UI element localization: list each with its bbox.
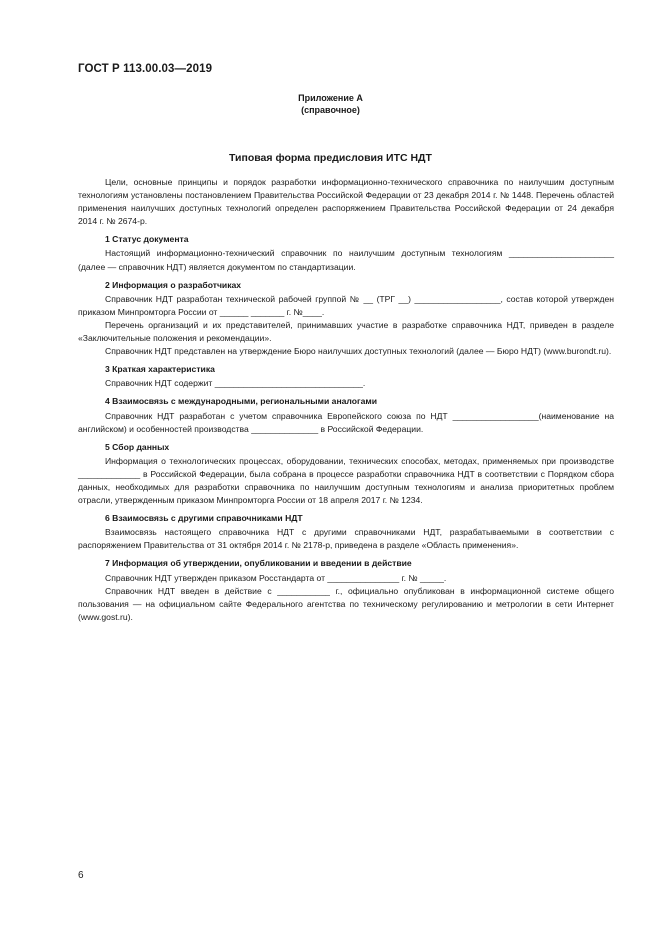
section-paragraph: Перечень организаций и их представителей, принимавших участие в разработке справочника НДТ, приведен в разделе «Заключительные положения и рекомендации». xyxy=(78,319,614,344)
document-title: Типовая форма предисловия ИТС НДТ xyxy=(229,152,432,164)
appendix-heading xyxy=(0,92,661,116)
section-paragraph: Настоящий информационно-технический справочник по наилучшим доступным технологиям ______________________ (далее — справочник НДТ) является документом по стандартизации. xyxy=(78,248,614,272)
section-heading: 5 Сбор данных xyxy=(105,441,170,452)
section-developers xyxy=(78,279,614,359)
intro-paragraph: Цели, основные принципы и порядок разработки информационно-технического справочника по наилучшим доступным технологиям установлены постановлением Правительства Российской Федерации от 23 декабря 2014 г. № 1448. Перечень областей применения наилучших доступных технологий определен распоряжением Правительства Российской Федерации от 24 декабря 2014 г. № 2674-р. xyxy=(78,177,614,227)
section-paragraph: Взаимосвязь настоящего справочника НДТ с другими справочниками НДТ, разрабатываемыми в соответствии с распоряжением Правительства от 31 октября 2014 г. № 2178-р, приведена в разделе «Область применения». xyxy=(78,527,614,551)
appendix-note: (справочное) xyxy=(301,105,360,115)
section-other-references xyxy=(78,512,614,552)
document-code: ГОСТ Р 113.00.03—2019 xyxy=(78,63,213,75)
section-paragraph: Справочник НДТ содержит _______________________________. xyxy=(105,378,366,389)
section-heading: 6 Взаимосвязь с другими справочниками НДТ xyxy=(105,513,303,524)
section-paragraph: Справочник НДТ разработан с учетом справочника Европейского союза по НДТ __________________(наименование на английском) и особенностей производства ______________ в Российской Федерации. xyxy=(78,410,614,434)
section-data-collection xyxy=(78,441,614,507)
section-heading: 4 Взаимосвязь с международными, региональными аналогами xyxy=(105,396,378,407)
section-heading: 3 Краткая характеристика xyxy=(105,364,215,375)
section-heading: 1 Статус документа xyxy=(105,234,189,245)
section-heading: 7 Информация об утверждении, опубликовании и введении в действие xyxy=(105,558,412,569)
section-heading: 2 Информация о разработчиках xyxy=(105,279,242,290)
section-paragraph: Справочник НДТ введен в действие с ___________ г., официально опубликован в информационной системе общего пользования — на официальном сайте Федерального агентства по техническому регулированию и метрологии в сети Интернет (www.gost.ru). xyxy=(78,585,614,622)
section-paragraph: Справочник НДТ разработан технической рабочей группой № __ (ТРГ __) __________________, состав которой утвержден приказом Минпромторга России от ______ _______ г. №____. xyxy=(78,293,614,317)
section-paragraph: Справочник НДТ представлен на утверждение Бюро наилучших доступных технологий (далее — Бюро НДТ) (www.burondt.ru). xyxy=(105,346,612,357)
document-body xyxy=(78,176,614,624)
section-approval-info xyxy=(78,557,614,623)
appendix-label: Приложение А xyxy=(298,93,363,103)
section-summary xyxy=(78,363,614,390)
section-paragraph: Справочник НДТ утвержден приказом Росстандарта от _______________ г. № _____. xyxy=(105,572,447,583)
section-international-analogues xyxy=(78,395,614,435)
section-paragraph: Информация о технологических процессах, оборудовании, технических способах, методах, применяемых при производстве _____________ в Российской Федерации, была собрана в процессе разработки справочника НДТ в соответствии с Порядком сбора данных, необходимых для разработки справочника по наилучшим доступным технологиям и анализа приоритетных проблем отрасли, утвержденным приказом Минпромторга России от 18 апреля 2017 г. № 1234. xyxy=(78,455,614,506)
section-status xyxy=(78,233,614,273)
page-number: 6 xyxy=(78,870,84,881)
